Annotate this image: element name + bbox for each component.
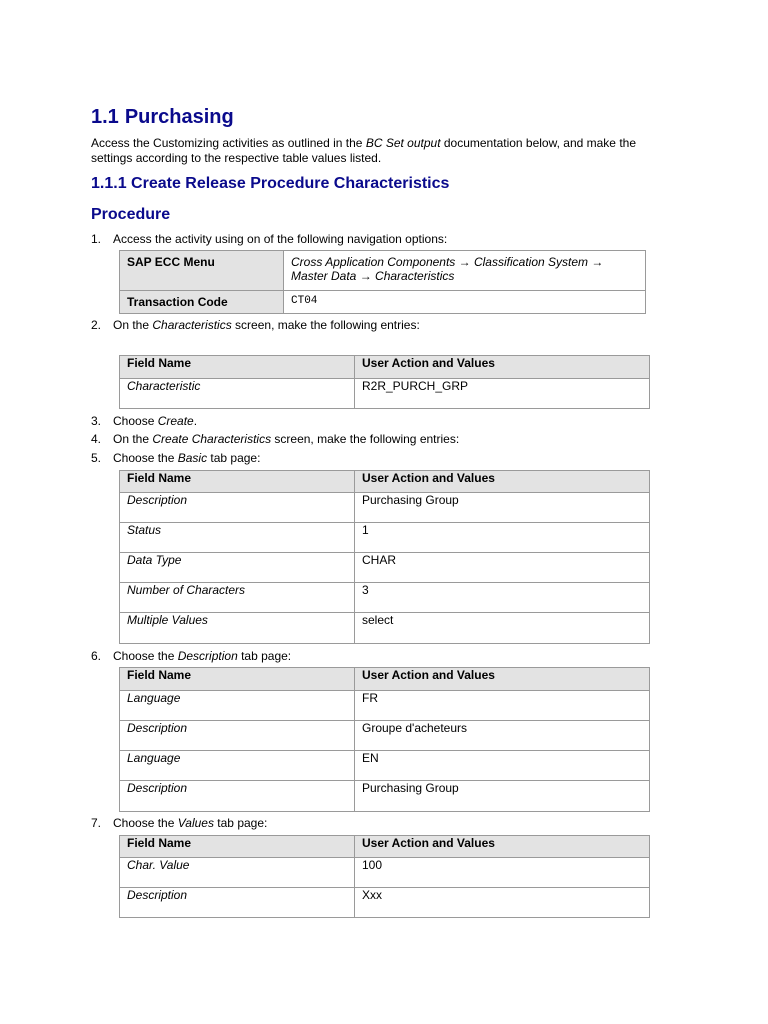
step-number: 5.: [91, 451, 102, 465]
step-text: Access the activity using on of the following navigation options:: [113, 232, 448, 246]
intro-text-1: Access the Customizing activities as outlined in the: [91, 136, 366, 150]
step-text: Choose: [113, 414, 158, 428]
value-cell: 100: [355, 858, 650, 888]
table-header-row: [120, 356, 650, 379]
step-number: 3.: [91, 414, 102, 428]
step-text: .: [193, 414, 198, 428]
step-emphasis: Basic: [177, 451, 208, 465]
step-2: [91, 318, 420, 333]
table-row: [120, 781, 650, 812]
table-row: [120, 553, 650, 583]
step-6: [91, 649, 291, 664]
values-tab-table: [119, 835, 650, 918]
field-name-cell: Description: [120, 888, 355, 918]
value-cell: Groupe d'acheteurs: [355, 721, 650, 751]
step-text: screen, make the following entries:: [231, 318, 420, 332]
table-header-row: [120, 471, 650, 493]
step-emphasis: Values: [177, 816, 214, 830]
step-text: tab page:: [207, 451, 261, 465]
heading-title: Purchasing: [124, 106, 234, 128]
value-cell: 1: [355, 523, 650, 553]
field-name-cell: Status: [120, 523, 355, 553]
step-4: [91, 432, 459, 447]
heading-purchasing: [91, 106, 234, 129]
column-header-field: Field Name: [120, 836, 355, 858]
intro-text-2: documentation below, and make the settings according to the respective table values listed.: [91, 136, 636, 165]
column-header-value: User Action and Values: [355, 356, 650, 379]
value-cell: Purchasing Group: [355, 493, 650, 523]
table-row: [120, 523, 650, 553]
table-row: [120, 721, 650, 751]
table-header-row: [120, 836, 650, 858]
field-name-cell: Data Type: [120, 553, 355, 583]
step-text: screen, make the following entries:: [271, 432, 460, 446]
section-heading: 1.1.1 Create Release Procedure Characteristics: [91, 175, 450, 192]
step-5: [91, 451, 260, 466]
table-row: [120, 291, 646, 314]
step-1: [91, 232, 447, 247]
step-text: On the: [113, 318, 153, 332]
step-emphasis: Create: [157, 414, 194, 428]
navigation-table: [119, 250, 646, 314]
menu-path: [284, 251, 646, 291]
field-name-cell: Number of Characters: [120, 583, 355, 613]
value-cell: CHAR: [355, 553, 650, 583]
step-text: Choose the: [113, 649, 178, 663]
field-name-cell: Description: [120, 721, 355, 751]
field-name-cell: Char. Value: [120, 858, 355, 888]
field-name-cell: Language: [120, 751, 355, 781]
field-name-cell: Description: [120, 493, 355, 523]
step-emphasis: Characteristics: [152, 318, 232, 332]
column-header-field: Field Name: [120, 668, 355, 691]
characteristics-table: [119, 355, 650, 409]
basic-tab-table: [119, 470, 650, 644]
step-text: On the: [113, 432, 153, 446]
step-number: 1.: [91, 232, 102, 246]
field-name-cell: Multiple Values: [120, 613, 355, 644]
table-row: [120, 583, 650, 613]
field-name-cell: Language: [120, 691, 355, 721]
column-header-value: User Action and Values: [355, 471, 650, 493]
step-text: Choose the: [113, 451, 178, 465]
value-cell: EN: [355, 751, 650, 781]
table-row: [120, 493, 650, 523]
tcode-value: CT04: [284, 291, 646, 314]
value-cell: Xxx: [355, 888, 650, 918]
table-row: [120, 751, 650, 781]
menu-path-line-2: Master Data → Characteristics: [291, 269, 455, 283]
value-cell: R2R_PURCH_GRP: [355, 379, 650, 409]
table-row: [120, 251, 646, 291]
table-row: [120, 691, 650, 721]
column-header-field: Field Name: [120, 471, 355, 493]
step-3: [91, 414, 197, 429]
value-cell: Purchasing Group: [355, 781, 650, 812]
step-7: [91, 816, 267, 831]
step-number: 7.: [91, 816, 102, 830]
table-row: [120, 613, 650, 644]
field-name-cell: Description: [120, 781, 355, 812]
tcode-label: Transaction Code: [120, 291, 284, 314]
step-text: tab page:: [213, 816, 268, 830]
value-cell: FR: [355, 691, 650, 721]
step-text: tab page:: [237, 649, 292, 663]
step-text: Choose the: [113, 816, 178, 830]
column-header-field: Field Name: [120, 356, 355, 379]
field-name-cell: Characteristic: [120, 379, 355, 409]
description-tab-table: [119, 667, 650, 812]
intro-paragraph: [91, 136, 671, 166]
column-header-value: User Action and Values: [355, 668, 650, 691]
step-emphasis: Create Characteristics: [152, 432, 272, 446]
table-row: [120, 888, 650, 918]
column-header-value: User Action and Values: [355, 836, 650, 858]
value-cell: select: [355, 613, 650, 644]
table-row: [120, 858, 650, 888]
step-emphasis: Description: [177, 649, 238, 663]
step-number: 4.: [91, 432, 102, 446]
procedure-heading: Procedure: [91, 206, 171, 223]
step-number: 2.: [91, 318, 102, 332]
table-row: [120, 379, 650, 409]
table-header-row: [120, 668, 650, 691]
value-cell: 3: [355, 583, 650, 613]
heading-number: 1.1: [91, 106, 119, 128]
menu-label: SAP ECC Menu: [120, 251, 284, 291]
menu-path-line-1: Cross Application Components → Classification System →: [291, 255, 604, 269]
step-number: 6.: [91, 649, 102, 663]
intro-emphasis: BC Set output: [365, 136, 441, 150]
